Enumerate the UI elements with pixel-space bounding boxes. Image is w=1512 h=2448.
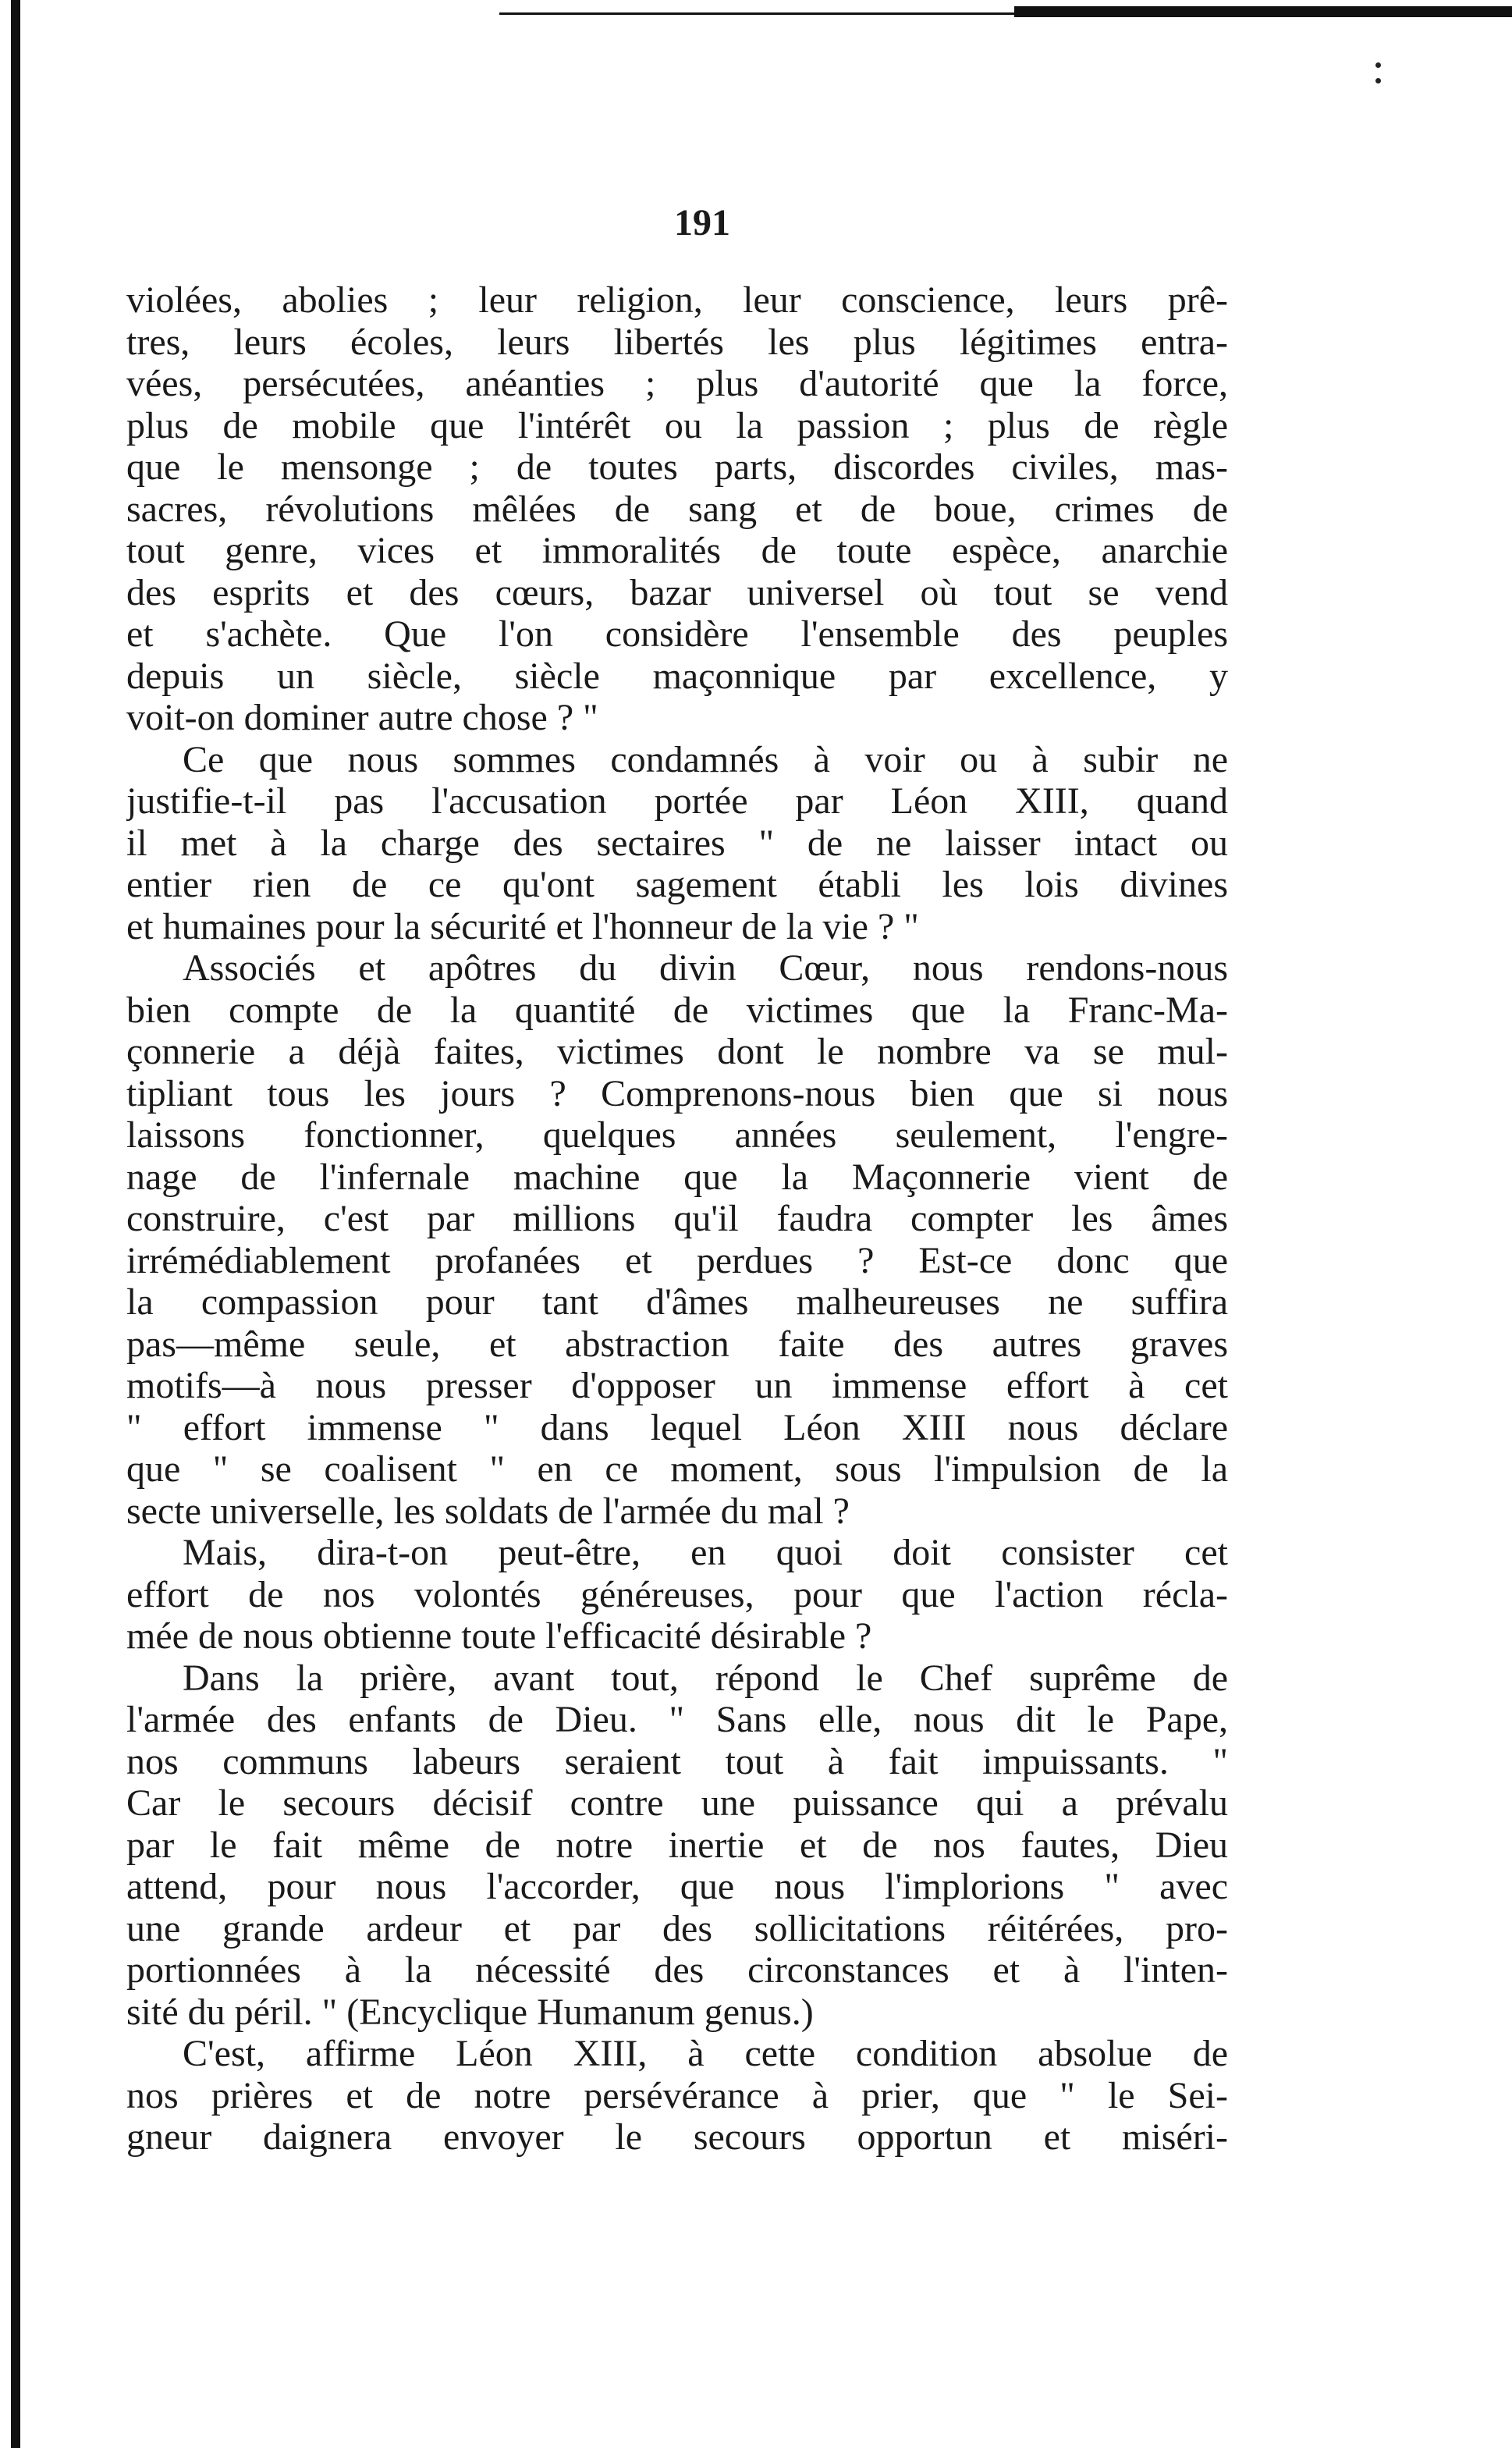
text-line: entier rien de ce qu'ont sagement établi les lois divines — [126, 864, 1228, 905]
text-line: vées, persécutées, anéanties ; plus d'autorité que la force, — [126, 363, 1228, 404]
text-line: Car le secours décisif contre une puissance qui a prévalu — [126, 1782, 1228, 1824]
page-number: 191 — [674, 202, 730, 243]
text-line: pas—même seule, et abstraction faite des autres graves — [126, 1323, 1228, 1365]
scan-left-edge-bar — [11, 0, 20, 2448]
text-line: violées, abolies ; leur religion, leur conscience, leurs prê- — [126, 279, 1228, 321]
text-line: sité du péril. " (Encyclique Humanum genus.) — [126, 1991, 814, 2033]
text-line: la compassion pour tant d'âmes malheureuses ne suffira — [126, 1281, 1228, 1323]
text-line: voit-on dominer autre chose ? " — [126, 697, 598, 738]
scan-speck — [1375, 62, 1381, 68]
text-line: nos prières et de notre persévérance à prier, que " le Sei- — [126, 2074, 1228, 2116]
text-line: justifie-t-il pas l'accusation portée par Léon XIII, quand — [126, 780, 1228, 822]
text-line: que " se coalisent " en ce moment, sous l'impulsion de la — [126, 1448, 1228, 1490]
scan-speck — [1375, 78, 1381, 83]
text-line: mée de nous obtienne toute l'efficacité désirable ? — [126, 1615, 872, 1657]
text-line: " effort immense " dans lequel Léon XIII nous déclare — [126, 1406, 1228, 1448]
text-line: nos communs labeurs seraient tout à fait impuissants. " — [126, 1740, 1228, 1782]
text-line: depuis un siècle, siècle maçonnique par excellence, y — [126, 655, 1228, 697]
text-line: construire, c'est par millions qu'il faudra compter les âmes — [126, 1198, 1228, 1239]
text-line: plus de mobile que l'intérêt ou la passion ; plus de règle — [126, 404, 1228, 446]
text-line: tipliant tous les jours ? Comprenons-nous bien que si nous — [126, 1072, 1228, 1114]
text-line: bien compte de la quantité de victimes que la Franc-Ma- — [126, 989, 1228, 1031]
text-line: par le fait même de notre inertie et de nos fautes, Dieu — [126, 1824, 1228, 1866]
text-line: çonnerie a déjà faites, victimes dont le nombre va se mul- — [126, 1031, 1228, 1072]
text-line: une grande ardeur et par des sollicitations réitérées, pro- — [126, 1907, 1228, 1949]
text-line: que le mensonge ; de toutes parts, discordes civiles, mas- — [126, 446, 1228, 488]
text-line: Ce que nous sommes condamnés à voir ou à subir ne — [183, 738, 1228, 780]
scan-top-thin-rule — [499, 12, 1014, 15]
text-line: laissons fonctionner, quelques années seulement, l'engre- — [126, 1114, 1228, 1156]
text-line: et s'achète. Que l'on considère l'ensemble des peuples — [126, 613, 1228, 655]
text-line: Dans la prière, avant tout, répond le Chef suprême de — [183, 1657, 1228, 1699]
text-line: tout genre, vices et immoralités de toute espèce, anarchie — [126, 530, 1228, 571]
text-line: nage de l'infernale machine que la Maçonnerie vient de — [126, 1156, 1228, 1198]
text-line: l'armée des enfants de Dieu. " Sans elle, nous dit le Pape, — [126, 1699, 1228, 1740]
text-line: Mais, dira-t-on peut-être, en quoi doit consister cet — [183, 1532, 1228, 1573]
text-line: portionnées à la nécessité des circonstances et à l'inten- — [126, 1949, 1228, 1991]
text-line: gneur daignera envoyer le secours opportun et miséri- — [126, 2116, 1228, 2158]
text-line: motifs—à nous presser d'opposer un immense effort à cet — [126, 1365, 1228, 1406]
text-line: il met à la charge des sectaires " de ne laisser intact ou — [126, 822, 1228, 864]
text-line: et humaines pour la sécurité et l'honneur de la vie ? " — [126, 905, 919, 947]
text-line: attend, pour nous l'accorder, que nous l'implorions " avec — [126, 1866, 1228, 1907]
text-line: secte universelle, les soldats de l'armée du mal ? — [126, 1490, 850, 1532]
scan-top-thick-rule — [1014, 6, 1512, 17]
text-line: effort de nos volontés généreuses, pour que l'action récla- — [126, 1573, 1228, 1615]
text-line: Associés et apôtres du divin Cœur, nous rendons-nous — [183, 947, 1228, 989]
text-line: irrémédiablement profanées et perdues ? Est-ce donc que — [126, 1239, 1228, 1281]
text-line: des esprits et des cœurs, bazar universel où tout se vend — [126, 571, 1228, 613]
body-text — [126, 279, 1228, 2158]
text-line: tres, leurs écoles, leurs libertés les plus légitimes entra- — [126, 321, 1228, 363]
text-line: sacres, révolutions mêlées de sang et de boue, crimes de — [126, 488, 1228, 530]
text-line: C'est, affirme Léon XIII, à cette condition absolue de — [183, 2033, 1228, 2074]
